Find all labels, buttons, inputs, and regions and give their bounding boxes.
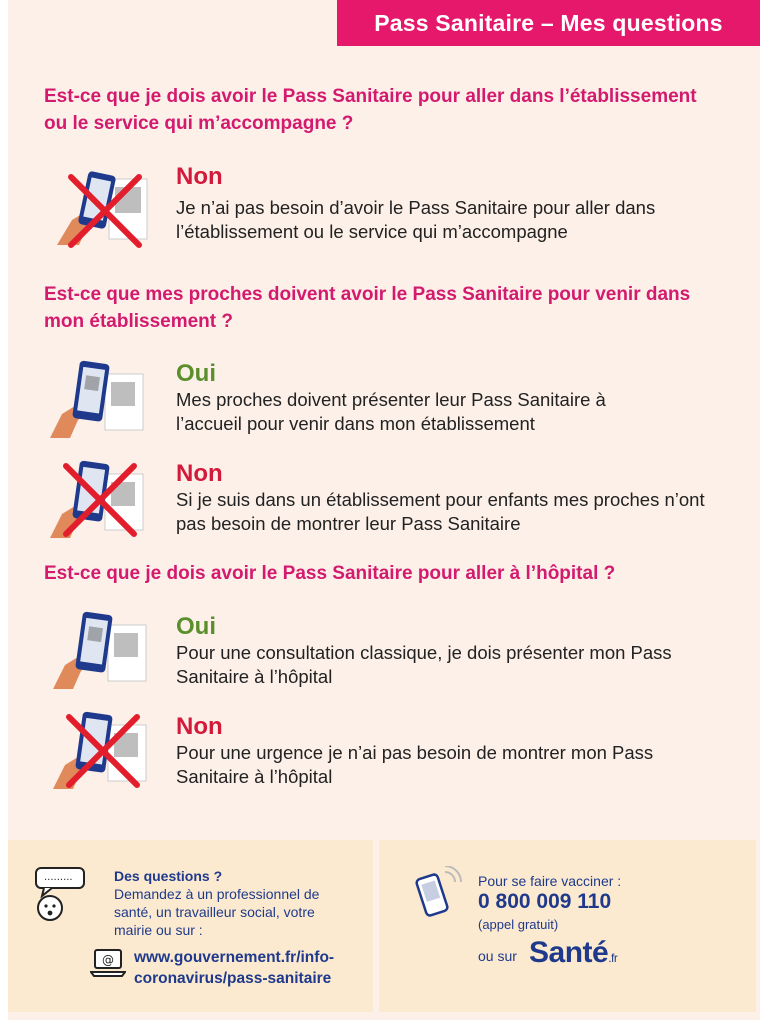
mobile-phone-icon — [415, 866, 463, 918]
svg-text:@: @ — [102, 953, 114, 967]
svg-text:.........: ......... — [44, 872, 73, 883]
answer-2-2 — [176, 460, 736, 536]
speech-bubble-face-icon — [34, 866, 88, 922]
logo-suffix: .fr — [608, 951, 618, 965]
vaccination-phone-number[interactable]: 0 800 009 110 — [478, 890, 612, 913]
verdict-no: Non — [176, 163, 223, 190]
free-call-note: (appel gratuit) — [478, 917, 559, 932]
question-1: Est-ce que je dois avoir le Pass Sanitaire pour aller dans l’établissement ou le service qui m’accompagne ? — [44, 86, 697, 134]
answer-text: Je n’ai pas besoin d’avoir le Pass Sanitaire pour aller dans l’établissement ou le service qui m’accompagne — [176, 197, 656, 242]
help-title: Des questions ? — [114, 868, 223, 884]
question-3: Est-ce que je dois avoir le Pass Sanitaire pour aller à l’hôpital ? — [44, 563, 616, 584]
phone-qr-crossed-icon — [53, 707, 153, 797]
phone-qr-crossed-icon — [57, 165, 157, 255]
answer-2-1 — [176, 360, 736, 436]
help-text: Demandez à un professionnel de santé, un travailleur social, votre mairie ou sur : — [114, 886, 320, 938]
phone-qr-icon — [53, 607, 153, 697]
laptop-at-icon — [90, 948, 126, 978]
footer-vaccination-panel — [379, 840, 756, 1012]
verdict-no: Non — [176, 460, 223, 487]
phone-qr-icon — [50, 356, 150, 446]
verdict-no: Non — [176, 713, 223, 740]
answer-3-2 — [176, 713, 736, 789]
footer-help-panel — [8, 840, 373, 1012]
page-title: Pass Sanitaire – Mes questions — [337, 0, 760, 46]
answer-1-1 — [176, 163, 736, 244]
answer-text: Si je suis dans un établissement pour enfants mes proches n’ont pas besoin de montrer leur Pass Sanitaire — [176, 489, 705, 534]
question-2: Est-ce que mes proches doivent avoir le Pass Sanitaire pour venir dans mon établissement ? — [44, 284, 691, 332]
vaccination-label: Pour se faire vacciner : — [478, 873, 622, 889]
answer-text: Mes proches doivent présenter leur Pass Sanitaire à l’accueil pour venir dans mon établissement — [176, 389, 606, 434]
or-label: ou sur — [478, 948, 517, 964]
sante-fr-logo[interactable] — [529, 936, 617, 970]
answer-text: Pour une consultation classique, je dois présenter mon Pass Sanitaire à l’hôpital — [176, 642, 672, 687]
verdict-yes: Oui — [176, 613, 216, 640]
verdict-yes: Oui — [176, 360, 216, 387]
logo-main: Santé — [529, 936, 609, 969]
phone-qr-crossed-icon — [50, 456, 150, 546]
pass-sanitaire-link[interactable]: www.gouvernement.fr/info-coronavirus/pass-sanitaire — [134, 949, 335, 987]
answer-text: Pour une urgence je n’ai pas besoin de montrer mon Pass Sanitaire à l’hôpital — [176, 742, 654, 787]
answer-3-1 — [176, 613, 736, 689]
